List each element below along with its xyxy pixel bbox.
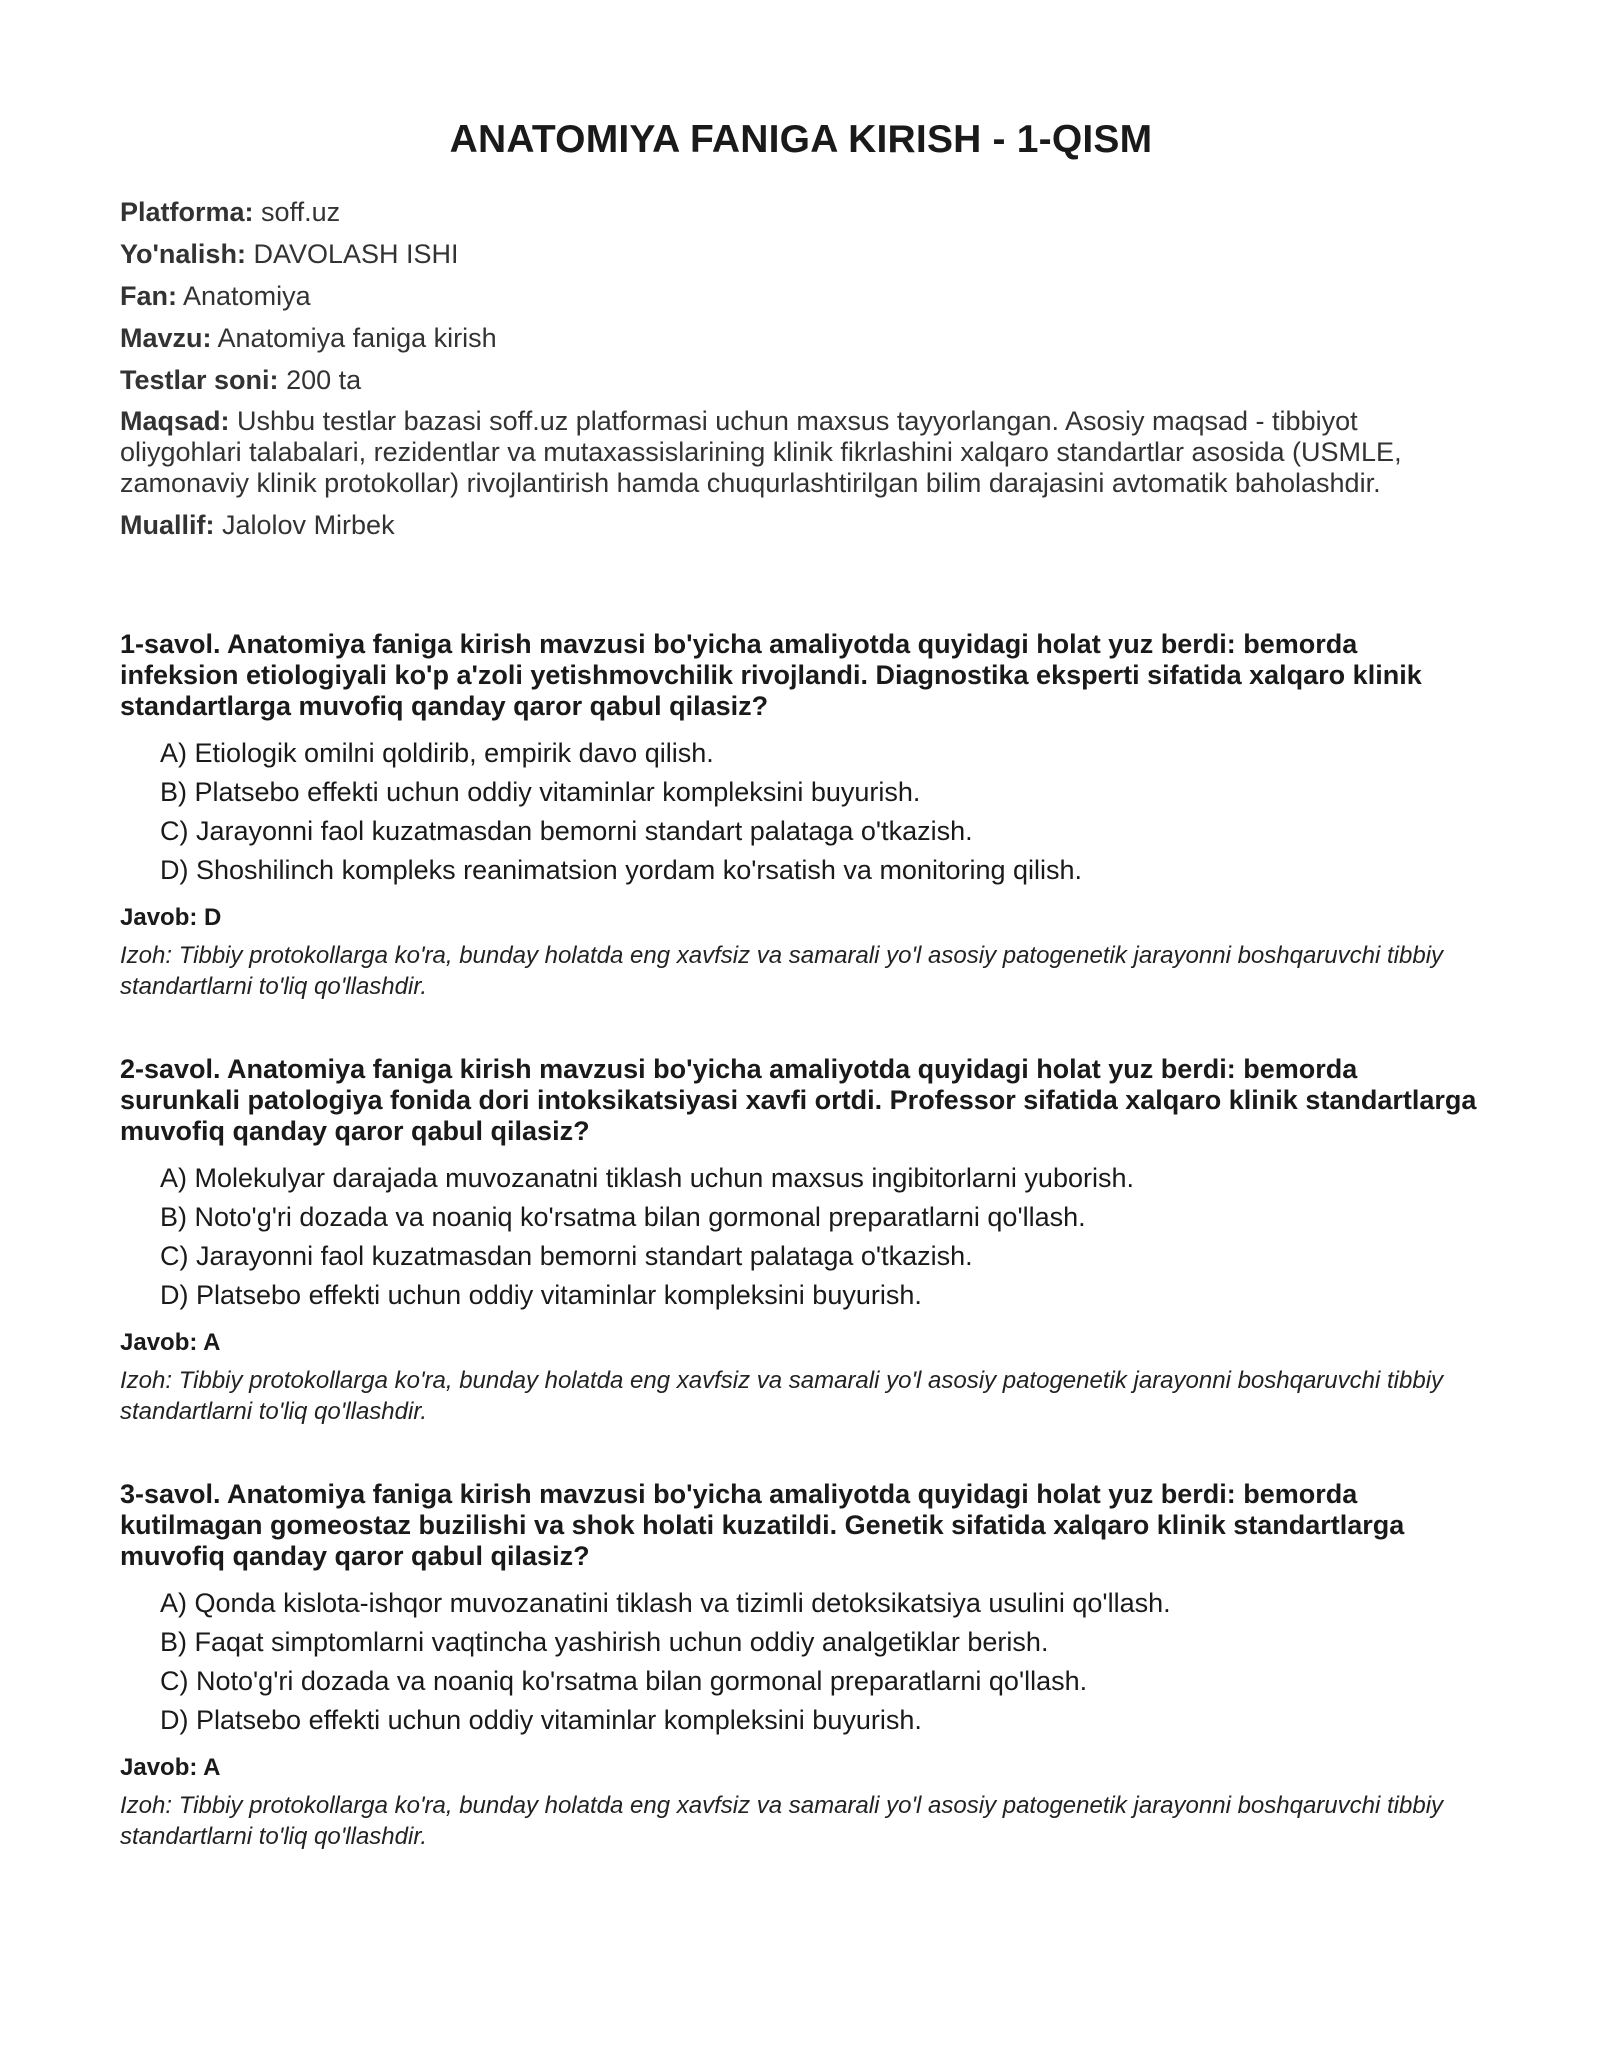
document-metadata bbox=[120, 196, 1482, 541]
answer-option: B) Faqat simptomlarni vaqtincha yashirish uchun oddiy analgetiklar berish. bbox=[160, 1627, 1049, 1657]
meta-label: Yo'nalish: bbox=[120, 239, 246, 269]
meta-goal bbox=[120, 406, 1482, 499]
answer-option: B) Noto'g'ri dozada va noaniq ko'rsatma bilan gormonal preparatlarni qo'llash. bbox=[160, 1202, 1086, 1232]
meta-label: Maqsad: bbox=[120, 406, 230, 436]
meta-direction bbox=[120, 238, 1482, 270]
question-text: 1-savol. Anatomiya faniga kirish mavzusi bo'yicha amaliyotda quyidagi holat yuz berdi: bemorda infeksion etiologiyali ko'p a'zoli yetishmovchilik rivojlandi. Diagnostika eksperti sifatida xalqaro klinik standartlarga muvofiq qanday qaror qabul qilasiz? bbox=[120, 629, 1422, 721]
option-list bbox=[160, 1159, 1482, 1315]
option-list bbox=[160, 734, 1482, 890]
answer-explanation: Izoh: Tibbiy protokollarga ko'ra, bunday holatda eng xavfsiz va samarali yo'l asosiy patogenetik jarayonni boshqaruvchi tibbiy standartlarni to'liq qo'llashdir. bbox=[120, 1367, 1444, 1425]
answer-option: A) Molekulyar darajada muvozanatni tiklash uchun maxsus ingibitorlarni yuborish. bbox=[160, 1163, 1134, 1193]
answer-explanation: Izoh: Tibbiy protokollarga ko'ra, bunday holatda eng xavfsiz va samarali yo'l asosiy patogenetik jarayonni boshqaruvchi tibbiy standartlarni to'liq qo'llashdir. bbox=[120, 942, 1444, 1000]
correct-answer: Javob: D bbox=[120, 904, 222, 931]
meta-test-count bbox=[120, 364, 1482, 396]
correct-answer: Javob: A bbox=[120, 1329, 221, 1356]
meta-value: soff.uz bbox=[261, 197, 341, 227]
meta-platform bbox=[120, 196, 1482, 228]
answer-option: C) Jarayonni faol kuzatmasdan bemorni standart palataga o'tkazish. bbox=[160, 1241, 973, 1271]
answer-option: C) Noto'g'ri dozada va noaniq ko'rsatma bilan gormonal preparatlarni qo'llash. bbox=[160, 1666, 1088, 1696]
answer-option: D) Platsebo effekti uchun oddiy vitaminlar kompleksini buyurish. bbox=[160, 1705, 922, 1735]
meta-value: Jalolov Mirbek bbox=[222, 510, 395, 540]
question-item bbox=[120, 629, 1482, 1002]
answer-option: A) Qonda kislota-ishqor muvozanatini tiklash va tizimli detoksikatsiya usulini qo'llash. bbox=[160, 1588, 1171, 1618]
answer-option: A) Etiologik omilni qoldirib, empirik davo qilish. bbox=[160, 738, 714, 768]
question-item bbox=[120, 1054, 1482, 1427]
answer-option: D) Shoshilinch kompleks reanimatsion yordam ko'rsatish va monitoring qilish. bbox=[160, 855, 1083, 885]
meta-label: Platforma: bbox=[120, 197, 254, 227]
question-item bbox=[120, 1479, 1482, 1852]
meta-value: 200 ta bbox=[286, 365, 362, 395]
meta-topic bbox=[120, 322, 1482, 354]
document-title: ANATOMIYA FANIGA KIRISH - 1-QISM bbox=[449, 118, 1153, 161]
answer-option: C) Jarayonni faol kuzatmasdan bemorni standart palataga o'tkazish. bbox=[160, 816, 973, 846]
question-text: 3-savol. Anatomiya faniga kirish mavzusi bo'yicha amaliyotda quyidagi holat yuz berdi: bemorda kutilmagan gomeostaz buzilishi va shok holati kuzatildi. Genetik sifatida xalqaro klinik standartlarga muvofiq qanday qaror qabul qilasiz? bbox=[120, 1479, 1405, 1571]
question-text: 2-savol. Anatomiya faniga kirish mavzusi bo'yicha amaliyotda quyidagi holat yuz berdi: bemorda surunkali patologiya fonida dori intoksikatsiyasi xavfi ortdi. Professor sifatida xalqaro klinik standartlarga muvofiq qanday qaror qabul qilasiz? bbox=[120, 1054, 1477, 1146]
meta-value: DAVOLASH ISHI bbox=[253, 239, 459, 269]
answer-option: D) Platsebo effekti uchun oddiy vitaminlar kompleksini buyurish. bbox=[160, 1280, 922, 1310]
meta-label: Muallif: bbox=[120, 510, 215, 540]
correct-answer: Javob: A bbox=[120, 1754, 221, 1781]
meta-value: Ushbu testlar bazasi soff.uz platformasi uchun maxsus tayyorlangan. Asosiy maqsad - tibbiyot oliygohlari talabalari, rezidentlar va mutaxassislarining klinik fikrlashini xalqaro standartlar asosida (USMLE, zamonaviy klinik protokollar) rivojlantirish hamda chuqurlashtirilgan bilim darajasini avtomatik baholashdir. bbox=[120, 406, 1402, 498]
meta-label: Fan: bbox=[120, 281, 177, 311]
meta-subject bbox=[120, 280, 1482, 312]
meta-value: Anatomiya bbox=[183, 281, 311, 311]
meta-label: Mavzu: bbox=[120, 323, 212, 353]
meta-author bbox=[120, 509, 1482, 541]
meta-value: Anatomiya faniga kirish bbox=[217, 323, 497, 353]
answer-explanation: Izoh: Tibbiy protokollarga ko'ra, bunday holatda eng xavfsiz va samarali yo'l asosiy patogenetik jarayonni boshqaruvchi tibbiy standartlarni to'liq qo'llashdir. bbox=[120, 1792, 1444, 1850]
option-list bbox=[160, 1584, 1482, 1740]
answer-option: B) Platsebo effekti uchun oddiy vitaminlar kompleksini buyurish. bbox=[160, 777, 921, 807]
meta-label: Testlar soni: bbox=[120, 365, 279, 395]
question-list bbox=[120, 629, 1482, 1852]
